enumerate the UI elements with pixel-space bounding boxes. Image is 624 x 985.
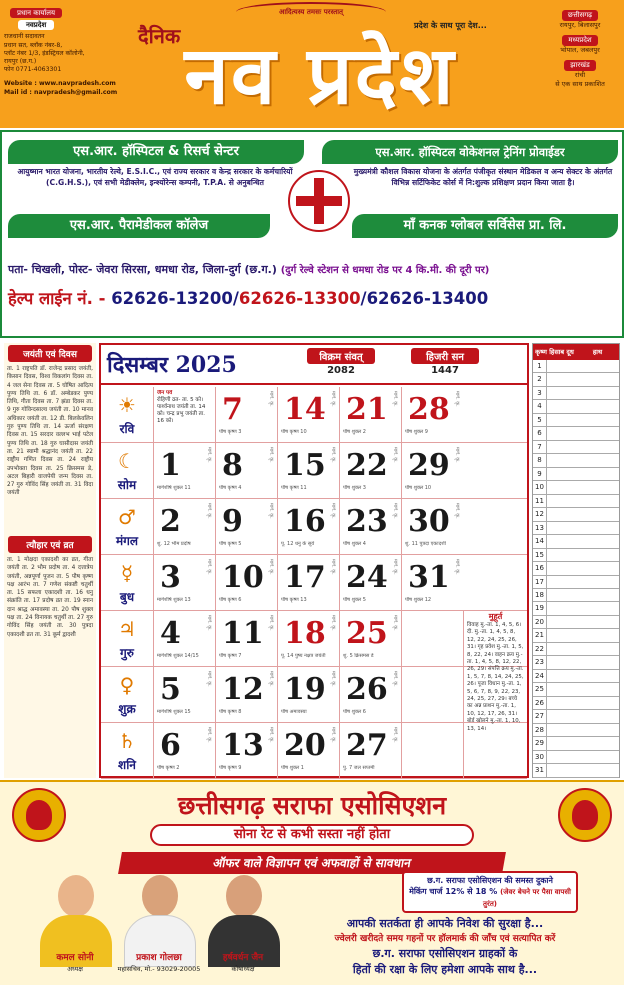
tithi-label: पौष शुक्ल 5 [343, 597, 366, 603]
date-cell[interactable] [153, 611, 215, 667]
diary-day-number: 30 [533, 751, 547, 763]
weekday-label: रवि [119, 422, 135, 436]
diary-row[interactable] [533, 360, 619, 373]
diary-row[interactable] [533, 373, 619, 386]
diary-row[interactable] [533, 495, 619, 508]
edition-cities: रांची से एक साथ प्रकाशित [555, 71, 605, 88]
address-line: फोन 0771-4063301 [4, 66, 62, 74]
sarafa-line: हितों की रक्षा के लिए हमेशा आपके साथ है... [352, 963, 538, 976]
mail-link[interactable]: Mail id : navpradesh@gmail.com [4, 88, 118, 96]
ad-address [8, 262, 620, 277]
diary-day-number: 6 [533, 427, 547, 439]
vertical-note: मार्ग. कृ. [392, 671, 398, 687]
tithi-label: मार्गशीर्ष शुक्ल 13 [157, 597, 191, 603]
vertical-note: मार्ग. कृ. [206, 615, 212, 631]
diary-day-number: 14 [533, 535, 547, 547]
vertical-note: मार्ग. कृ. [206, 671, 212, 687]
address-text: पता- चिखली, पोस्ट- जेवरा सिरसा, धमधा रोड, जिला-दुर्ग (छ.ग.) [8, 263, 277, 276]
date-number: 31 [408, 560, 450, 595]
date-number: 11 [222, 616, 264, 651]
diary-row[interactable] [533, 387, 619, 400]
ad-box-title: एस.आर. पैरामेडीकल कॉलेज [8, 214, 270, 238]
jain-heading: जैन पर्व [157, 390, 173, 396]
diary-row[interactable] [533, 602, 619, 615]
tithi-label: पौष कृष्ण 9 [219, 765, 242, 771]
vertical-note: मार्ग. कृ. [392, 615, 398, 631]
address-line: राजधानी सदावतन [4, 33, 45, 41]
address-note: (दुर्ग रेल्वे स्टेशन से धमधा रोड पर 4 कि.मी. की दूरी पर) [280, 265, 490, 276]
date-cell[interactable] [277, 387, 339, 443]
week-row [101, 443, 527, 499]
diary-column [532, 343, 620, 778]
mars-icon: ♂ [118, 505, 136, 529]
diary-row[interactable] [533, 508, 619, 521]
diary-row[interactable] [533, 481, 619, 494]
helpline-number[interactable]: 62626-13200/ [111, 289, 239, 308]
tithi-label: मार्गशीर्ष शुक्ल 15 [157, 709, 191, 715]
tithi-label: पौष शुक्ल 1 [281, 765, 304, 771]
tithi-label: पौष कृष्ण 4 [219, 485, 242, 491]
vertical-note: मार्ग. कृ. [268, 671, 274, 687]
vertical-note: मार्ग. कृ. [330, 671, 336, 687]
date-cell[interactable] [277, 555, 339, 611]
vertical-note: मार्ग. कृ. [268, 559, 274, 575]
office-address [4, 33, 122, 74]
diary-day-number: 9 [533, 468, 547, 480]
festival-column [4, 343, 96, 778]
date-cell[interactable] [277, 499, 339, 555]
edition-info [540, 10, 620, 89]
diary-row[interactable] [533, 737, 619, 750]
diary-row[interactable] [533, 468, 619, 481]
vertical-note: मार्ग. कृ. [454, 559, 460, 575]
date-cell[interactable] [401, 443, 463, 499]
diary-row[interactable] [533, 764, 619, 777]
date-number: 4 [160, 616, 181, 651]
date-cell[interactable] [215, 611, 277, 667]
helpline-number[interactable]: /62626-13400 [360, 289, 489, 308]
vertical-note: मार्ग. कृ. [268, 727, 274, 743]
weekday-label: सोम [117, 478, 137, 492]
office-info [4, 8, 122, 97]
weekday-label: शनि [118, 758, 136, 772]
diary-day-number: 10 [533, 481, 547, 493]
sarafa-title: छत्तीसगढ़ सराफा एसोसिएशन [177, 791, 447, 820]
diary-day-number: 3 [533, 387, 547, 399]
diary-row[interactable] [533, 710, 619, 723]
empty-cell [153, 387, 215, 443]
era-year: 2082 [327, 365, 355, 376]
diary-day-number: 15 [533, 549, 547, 561]
association-logo [558, 788, 612, 842]
tyohar-heading: त्यौहार एवं व्रत [8, 536, 92, 553]
tithi-label: पु. 7 जल सप्तमी [343, 765, 375, 771]
date-cell[interactable] [215, 499, 277, 555]
vertical-note: मार्ग. कृ. [206, 503, 212, 519]
date-cell[interactable] [153, 499, 215, 555]
tithi-label: पौष कृष्ण 6 [219, 597, 242, 603]
date-cell[interactable] [153, 443, 215, 499]
date-number: 22 [346, 448, 388, 483]
venus-icon: ♀ [119, 673, 135, 697]
saturn-icon: ♄ [118, 729, 136, 753]
tithi-label: पू. 14 पुष्य नक्षत्र जयंती [281, 653, 326, 659]
tithi-label: पौष शुक्ल 10 [405, 485, 432, 491]
vertical-note: मार्ग. कृ. [454, 391, 460, 407]
sarafa-subtitle: सोना रेट से कभी सस्ता नहीं होता [150, 824, 474, 846]
date-number: 14 [284, 392, 326, 427]
tithi-label: पौष शुक्ल 4 [343, 541, 366, 547]
date-number: 30 [408, 504, 450, 539]
vertical-note: मार्ग. कृ. [330, 447, 336, 463]
vertical-note: मार्ग. कृ. [392, 503, 398, 519]
vertical-note: मार्ग. कृ. [454, 447, 460, 463]
person-role: महासचिव, मो.- 93029-20005 [117, 965, 201, 973]
diary-day-number: 11 [533, 495, 547, 507]
vertical-note: मार्ग. कृ. [206, 727, 212, 743]
diary-day-number: 31 [533, 764, 547, 776]
empty-cell [401, 723, 463, 779]
masthead-tagline: आदित्यस्य तमसः परस्तात् [236, 2, 386, 22]
diary-row[interactable] [533, 683, 619, 696]
tithi-label: शु. 12 भौम प्रदोष [157, 541, 191, 547]
vertical-note: मार्ग. कृ. [330, 615, 336, 631]
date-number: 27 [346, 728, 388, 763]
date-number: 8 [222, 448, 243, 483]
sarafa-notice [402, 871, 578, 913]
vertical-note: मार्ग. कृ. [330, 559, 336, 575]
diary-row[interactable] [533, 441, 619, 454]
date-number: 24 [346, 560, 388, 595]
address-line: रायपुर (छ.ग.) [4, 58, 37, 66]
diary-header [533, 344, 619, 360]
date-cell[interactable] [215, 555, 277, 611]
diary-row[interactable] [533, 589, 619, 602]
date-number: 21 [346, 392, 388, 427]
vertical-note: मार्ग. कृ. [392, 727, 398, 743]
sarafa-line: ज्वेलरी खरीदते समय गहनों पर हॉलमार्क की जाँच एवं सत्यापित करें [334, 934, 556, 944]
date-number: 7 [222, 392, 243, 427]
vertical-note: मार्ग. कृ. [206, 447, 212, 463]
ad-box-text: मुख्यमंत्री कौशल विकास योजना के अंतर्गत पंजीकृत संस्थान मेडिकल व अन्य सेक्टर के अंतर्गत विभिन्न सर्टिफिकेट कोर्स में नि:शुल्क प्रशिक्षण प्रदान किया जाता है। [353, 167, 613, 187]
diary-row[interactable] [533, 562, 619, 575]
date-number: 17 [284, 560, 326, 595]
week-row [101, 499, 527, 555]
sarafa-line: छ.ग. सराफा एसोसिएशन ग्राहकों के [372, 947, 518, 960]
edition-pill: मध्यप्रदेश [562, 35, 597, 46]
ad-box-title: एस.आर. हॉस्पिटल & रिसर्च सेन्टर [8, 140, 304, 164]
diary-row[interactable] [533, 697, 619, 710]
vertical-note: मार्ग. कृ. [392, 559, 398, 575]
date-number: 19 [284, 672, 326, 707]
diary-day-number: 26 [533, 697, 547, 709]
tithi-label: पौष शुक्ल 9 [405, 429, 428, 435]
diary-day-number: 8 [533, 454, 547, 466]
website-link[interactable]: Website : www.navpradesh.com [4, 80, 116, 88]
hospital-advertisement [0, 130, 624, 338]
mahurat-heading: मुहूर्त [488, 612, 503, 621]
date-cell[interactable] [401, 555, 463, 611]
tithi-label: पौष शुक्ल 6 [343, 709, 366, 715]
date-number: 29 [408, 448, 450, 483]
diary-day-number: 25 [533, 683, 547, 695]
tithi-label: पौष कृष्ण 7 [219, 653, 242, 659]
tithi-label: पौष कृष्ण 2 [157, 765, 180, 771]
mercury-icon: ☿ [120, 561, 134, 585]
weekday-label: गुरु [120, 646, 134, 660]
tithi-label: पौष कृष्ण 11 [281, 485, 307, 491]
weekday-label: मंगल [115, 534, 139, 548]
vertical-note: मार्ग. कृ. [268, 447, 274, 463]
date-cell[interactable] [339, 499, 401, 555]
diary-day-number: 12 [533, 508, 547, 520]
date-cell[interactable] [277, 723, 339, 779]
date-number: 9 [222, 504, 243, 539]
diary-day-number: 13 [533, 522, 547, 534]
era-label: हिजरी सन [411, 348, 479, 364]
date-number: 28 [408, 392, 450, 427]
date-cell[interactable] [153, 555, 215, 611]
date-number: 2 [160, 504, 181, 539]
vertical-note: मार्ग. कृ. [268, 503, 274, 519]
helpline-number[interactable]: 62626-13300 [238, 289, 361, 308]
diary-day-number: 1 [533, 360, 547, 372]
diary-row[interactable] [533, 454, 619, 467]
masthead-slogan: प्रदेश के साथ पूरा देश... [414, 21, 487, 30]
vertical-note: मार्ग. कृ. [268, 615, 274, 631]
tithi-label: पौष शुक्ल 3 [343, 485, 366, 491]
notice-line: छ.ग. सराफा एसोसिएशन की समस्त दुकाने [427, 876, 553, 885]
date-number: 3 [160, 560, 181, 595]
diary-day-number: 20 [533, 616, 547, 628]
era-label: विक्रम संवत् [307, 348, 375, 364]
weekday-label: बुध [119, 590, 135, 604]
diary-day-number: 22 [533, 643, 547, 655]
tithi-label: मार्गशीर्ष शुक्ल 14/15 [157, 653, 199, 659]
date-cell[interactable] [153, 667, 215, 723]
diary-header-left: कृष्ण हिसाब दूध [535, 348, 574, 356]
calendar-header [101, 345, 527, 385]
diary-row[interactable] [533, 522, 619, 535]
date-cell[interactable] [339, 611, 401, 667]
date-cell[interactable] [401, 387, 463, 443]
masthead-title: नव प्रदेश [184, 28, 456, 122]
week-row [101, 555, 527, 611]
mahurat-block [463, 611, 527, 779]
vertical-note: मार्ग. कृ. [330, 727, 336, 743]
tyohar-text: ता. 1 मोक्षदा एकादशी का व्रत, गीता जयंती ता. 2 भौम प्रदोष ता. 4 दत्तात्रेय जयंती, अन्नपूर्णा पूजन ता. 5 पौष कृष्ण पक्ष आरंभ ता. 7 गणेश संकष्टी चतुर्थी ता. 15 सफला एकादशी ता. 16 धनु संक्रांति ता. 17 प्रदोष व्रत ता. 19 स्नान दान श्राद्ध अमावस्या ता. 20 पौष शुक्ल पक्ष ता. 24 विनायक चतुर्थी ता. 27 गुरु गोविंद सिंह जयंती ता. 30 पुत्रदा एकादशी व्रत ता. 31 कूर्म द्वादशी [7, 557, 93, 638]
empty-cell [401, 611, 463, 667]
diary-row[interactable] [533, 616, 619, 629]
person-name: कमल सोनी [56, 953, 94, 963]
diary-day-number: 28 [533, 724, 547, 736]
date-cell[interactable] [339, 387, 401, 443]
association-logo [12, 788, 66, 842]
tithi-label: पौष कृष्ण 10 [281, 429, 307, 435]
tithi-label: शु. 5 क्रिसमस डे [343, 653, 374, 659]
diary-row[interactable] [533, 751, 619, 764]
diary-day-number: 17 [533, 576, 547, 588]
jayanti-heading: जयंती एवं दिवस [8, 345, 92, 362]
diary-row[interactable] [533, 724, 619, 737]
diary-row[interactable] [533, 576, 619, 589]
diary-day-number: 21 [533, 629, 547, 641]
empty-cell [401, 667, 463, 723]
tithi-label: पौष कृष्ण 13 [281, 597, 307, 603]
tithi-label: पौष कृष्ण 3 [219, 429, 242, 435]
tithi-label: पौष शुक्ल 12 [405, 597, 432, 603]
date-number: 15 [284, 448, 326, 483]
diary-day-number: 7 [533, 441, 547, 453]
month-title: दिसम्बर 2025 [107, 352, 237, 378]
date-number: 10 [222, 560, 264, 595]
sun-icon: ☀ [118, 393, 136, 417]
helpline-label: हेल्प लाईन नं. - [8, 289, 106, 308]
diary-day-number: 5 [533, 414, 547, 426]
person-name: प्रकाश गोलछा [136, 953, 182, 963]
date-number: 20 [284, 728, 326, 763]
mahurat-text: विवाह मु.-ता. 1, 4, 5, 6। दी. मु.-ता. 1, 4, 5, 8, 12, 22, 24, 25, 26, 31। गृह प्रवेश मु.-ता. 1, 5, 8, 22, 24। वाहन क्रय मु.-ता. 1, 4, 5, 8, 12, 22, 26, 29। संपत्ति क्रय मु.-ता. 1, 5, 7, 8, 14, 24, 25, 26। पूजा विधान मु.-ता. 1, 5, 6, 7, 8, 9, 22, 23, 24, 25, 27, 29। बच्चे का अन्न प्राशन मु.-ता. 1, 10, 12, 17, 26, 31। बोर्ड खोलने मु.-ता. 1, 10, 13, 14। [467, 622, 524, 732]
date-number: 16 [284, 504, 326, 539]
medical-cross-icon [288, 170, 350, 232]
moon-icon: ☾ [118, 449, 136, 473]
edition-pill: झारखंड [564, 60, 595, 71]
edition-pill: छत्तीसगढ़ [562, 10, 598, 21]
address-line: प्रधान सत, ब्लॉक नंबर-8, [4, 41, 63, 49]
diary-day-number: 19 [533, 602, 547, 614]
vertical-note: मार्ग. कृ. [392, 391, 398, 407]
jayanti-text: ता. 1 राष्ट्रपति डॉ. राजेन्द्र प्रसाद जयंती, किसान दिवस, विश्व विकलांग दिवस ता. 4 जल सेना दिवस ता. 5 घोषित आदित्य पुण्य तिथि ता. 6 डॉ. अम्बेडकर पुण्य तिथि, गीता दिवस ता. 7 झंडा दिवस ता. 9 गुरु गोविन्दसाल्व जयंती ता. 10 मानव अधिकार जयंती ता. 12 डी. बिलकेवलिन गुरु पुण्य तिथि ता. 14 ऊर्जा संरक्षण दिवस ता. 15 सरदार वल्लभ भाई पटेल पुण्य तिथि ता. 18 गुरु घासीदास जयंती ता. 21 स्वामी श्रद्धानंद जयंती ता. 22 राष्ट्रीय गणित दिवस ता. 24 राष्ट्रीय उपभोक्ता दिवस ता. 25 क्रिसमस डे, अटल बिहारी वाजपेयी जन्म दिवस ता. 27 गुरु गोविंद सिंह जयंती ता. 31 विदा जयंती [7, 366, 93, 497]
date-number: 18 [284, 616, 326, 651]
date-number: 26 [346, 672, 388, 707]
diary-row[interactable] [533, 427, 619, 440]
month-calendar [99, 343, 529, 778]
jain-festival-note [157, 390, 213, 440]
ad-box-text: आयुष्मान भारत योजना, भारतीय रेल्वे, E.S.I.C., एवं राज्य सरकार व केन्द्र सरकार के कर्मचारियों (C.G.H.S.), एवं सभी मेडीक्लेम, इन्श्योरेन्स कम्पनी, T.P.A. से अनुबन्धित [17, 167, 293, 187]
person-role: कोषाध्यक्ष [231, 965, 255, 973]
edition-cities: भोपाल, जबलपुर [560, 46, 600, 54]
diary-row[interactable] [533, 629, 619, 642]
date-number: 6 [160, 728, 181, 763]
date-cell[interactable] [277, 443, 339, 499]
sarafa-banner: ऑफर वाले विज्ञापन एवं अफवाहों से सावधान [118, 852, 506, 874]
date-cell[interactable] [401, 499, 463, 555]
date-cell[interactable] [215, 667, 277, 723]
diary-day-number: 4 [533, 400, 547, 412]
jupiter-icon: ♃ [118, 617, 136, 641]
diary-header-right: हाथ [592, 348, 603, 356]
tithi-label: पू. 12 धनु के सूर्य [281, 541, 315, 547]
diary-day-number: 29 [533, 737, 547, 749]
diary-day-number: 18 [533, 589, 547, 601]
vertical-note: मार्ग. कृ. [206, 559, 212, 575]
diary-row[interactable] [533, 414, 619, 427]
notice-line: (जेवर बेचने पर पैसा वापसी तुरंत) [482, 888, 571, 908]
person-name: हर्षवर्धन जैन [222, 953, 264, 963]
week-row [101, 387, 527, 443]
date-number: 12 [222, 672, 264, 707]
address-line: प्लॉट नंबर 1/3, इंडस्ट्रियल कॉलोनी, [4, 49, 85, 57]
tithi-label: पौष कृष्ण 8 [219, 709, 242, 715]
notice-line: मेकिंग चार्ज 12% से 18 % [409, 887, 498, 896]
ad-box-title: माँ कनक ग्लोबल सर्विसेस प्रा. लि. [352, 214, 618, 238]
vertical-note: मार्ग. कृ. [330, 391, 336, 407]
vertical-note: मार्ग. कृ. [330, 503, 336, 519]
date-cell[interactable] [339, 443, 401, 499]
office-name: नवप्रदेश [18, 20, 54, 30]
diary-day-number: 16 [533, 562, 547, 574]
tithi-label: मार्गशीर्ष शुक्ल 11 [157, 485, 191, 491]
diary-day-number: 24 [533, 670, 547, 682]
tithi-label: पौष कृष्ण 5 [219, 541, 242, 547]
vertical-note: मार्ग. कृ. [268, 391, 274, 407]
date-cell[interactable] [215, 387, 277, 443]
diary-row[interactable] [533, 670, 619, 683]
date-number: 13 [222, 728, 264, 763]
diary-day-number: 2 [533, 373, 547, 385]
date-cell[interactable] [153, 723, 215, 779]
date-cell[interactable] [339, 723, 401, 779]
diary-row[interactable] [533, 535, 619, 548]
masthead-daink: दैनिक [138, 24, 181, 48]
sarafa-line: आपकी सतर्कता ही आपके निवेश की सुरक्षा है... [346, 917, 544, 930]
diary-row[interactable] [533, 656, 619, 669]
diary-row[interactable] [533, 400, 619, 413]
vertical-note: मार्ग. कृ. [392, 447, 398, 463]
date-number: 1 [160, 448, 181, 483]
weekday-label: शुक्र [118, 702, 136, 716]
date-cell[interactable] [277, 611, 339, 667]
date-cell[interactable] [339, 667, 401, 723]
date-cell[interactable] [339, 555, 401, 611]
date-cell[interactable] [215, 443, 277, 499]
era-year: 1447 [431, 365, 459, 376]
ad-box-title: एस.आर. हॉस्पिटल वोकेशनल ट्रेनिंग प्रोवाईडर [322, 140, 618, 164]
date-number: 5 [160, 672, 181, 707]
masthead [0, 0, 624, 128]
tithi-label: पौष शुक्ल 2 [343, 429, 366, 435]
helpline [8, 286, 620, 309]
date-cell[interactable] [215, 723, 277, 779]
date-cell[interactable] [277, 667, 339, 723]
diary-row[interactable] [533, 643, 619, 656]
date-number: 25 [346, 616, 388, 651]
diary-day-number: 23 [533, 656, 547, 668]
vertical-note: मार्ग. कृ. [454, 503, 460, 519]
tithi-label: पौष अमावस्या [281, 709, 307, 715]
diary-row[interactable] [533, 549, 619, 562]
edition-cities: रायपुर, बिलासपुर [559, 21, 601, 29]
office-label: प्रधान कार्यालय [10, 8, 62, 18]
person-role: अध्यक्ष [67, 965, 83, 973]
jain-text: रोहिणी व्रत- ता. 5 को। पार्श्वनाथ जयंती ता. 14 को। चन्द्र प्रभु जयंती ता. 16 को। [157, 397, 206, 424]
date-number: 23 [346, 504, 388, 539]
diary-day-number: 27 [533, 710, 547, 722]
tithi-label: शु. 11 पुत्रदा एकादशी [405, 541, 446, 547]
